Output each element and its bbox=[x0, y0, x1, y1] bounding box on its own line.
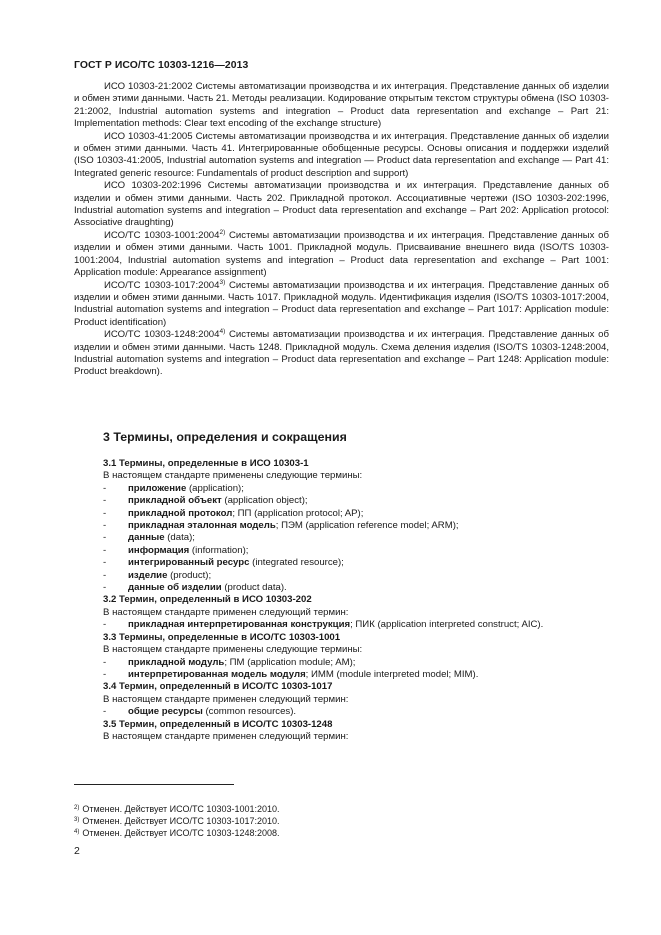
reference-code: ИСО/ТС 10303-1017:2004 bbox=[104, 279, 220, 291]
footnote-text: Отменен. Действует ИСО/ТС 10303-1001:2010. bbox=[82, 804, 280, 814]
term: изделие bbox=[128, 569, 168, 581]
list-dash: - bbox=[103, 544, 107, 556]
list-dash: - bbox=[103, 482, 107, 494]
term: данные bbox=[128, 532, 165, 544]
term-definition: ; ПМ (application module; AM); bbox=[224, 656, 356, 668]
term-definition: ; ПЭМ (application reference model; ARM); bbox=[275, 520, 459, 532]
term: прикладной протокол bbox=[128, 507, 233, 519]
reference-entry: ИСО 10303-202:1996 Системы автоматизации производства и их интеграция. Представление данных об изделии и обмен этими данными. Часть 202. Прикладной протокол. Ассоциативные чертежи (ISO 10303-202:1996, Industrial automation systems and integration – Product data representation and exchange – Part 202: Application protocol: Associative draughting) bbox=[74, 180, 609, 229]
subsection-heading: 3.2 Термин, определенный в ИСО 10303-202 bbox=[103, 594, 312, 606]
list-dash: - bbox=[103, 495, 107, 507]
normative-references bbox=[74, 81, 609, 379]
term-definition: (data); bbox=[164, 532, 195, 544]
footnote bbox=[74, 803, 280, 815]
list-dash: - bbox=[103, 619, 107, 631]
subsection-intro: В настоящем стандарте применен следующий термин: bbox=[103, 693, 349, 705]
subsection-intro: В настоящем стандарте применены следующие термины: bbox=[103, 644, 363, 656]
reference-code: ИСО/ТС 10303-1248:2004 bbox=[104, 329, 220, 341]
term-item bbox=[74, 520, 609, 532]
term-item bbox=[74, 657, 609, 669]
footnote-ref: 2) bbox=[219, 228, 226, 236]
term-item bbox=[74, 545, 609, 557]
terms-section bbox=[74, 458, 609, 743]
subsection-intro: В настоящем стандарте применены следующие термины: bbox=[103, 470, 363, 482]
page-number: 2 bbox=[74, 845, 80, 857]
footnotes bbox=[74, 803, 280, 840]
reference-entry bbox=[74, 329, 609, 379]
term-definition: (application); bbox=[186, 482, 244, 494]
term-definition: ; ПП (application protocol; AP); bbox=[232, 507, 364, 519]
term-definition: ; ИММ (module interpreted model; MIM). bbox=[305, 668, 479, 680]
footnote-mark: 3) bbox=[74, 817, 80, 824]
term: общие ресурсы bbox=[128, 706, 203, 718]
list-dash: - bbox=[103, 532, 107, 544]
reference-code: ИСО/ТС 10303-1001:2004 bbox=[104, 229, 220, 241]
term-definition: (product); bbox=[167, 569, 212, 581]
subsection-intro: В настоящем стандарте применен следующий термин: bbox=[103, 730, 349, 742]
term-item bbox=[74, 582, 609, 594]
list-dash: - bbox=[103, 557, 107, 569]
reference-text: Системы автоматизации производства и их интеграция. Представление данных об изделии и обмен этими данными. Часть 1001. Прикладной модуль. Присваивание внешнего вида (ISO/TS 10303-1001:2004, Industrial automation systems and integration – Product data representation and exchange – Part 1001: Application module: Appearance assignment) bbox=[74, 229, 609, 279]
footnote-ref: 3) bbox=[219, 278, 226, 286]
reference-entry: ИСО 10303-41:2005 Системы автоматизации производства и их интеграция. Представление данных об изделии и обмен этими данными. Часть 41. Интегрированные обобщенные ресурсы. Основы описания и поддержки изделий (ISO 10303-41:2005, Industrial automation systems and integration — Product data representation and exchange — Part 41: Integrated generic resource: Fundamentals of product description and support) bbox=[74, 130, 609, 179]
list-dash: - bbox=[103, 668, 107, 680]
footnote-text: Отменен. Действует ИСО/ТС 10303-1248:2008. bbox=[82, 828, 280, 839]
list-dash: - bbox=[103, 582, 107, 594]
footnote-mark: 4) bbox=[74, 829, 80, 836]
subsection-heading: 3.5 Термин, определенный в ИСО/ТС 10303-1248 bbox=[103, 718, 333, 730]
footnote-separator bbox=[74, 784, 234, 785]
term-definition: (application object); bbox=[221, 495, 308, 507]
term-item bbox=[74, 706, 609, 718]
reference-text: Системы автоматизации производства и их интеграция. Представление данных об изделии и обмен этими данными. Часть 1017. Прикладной модуль. Идентификация изделия (ISO/TS 10303-1017:2004, Industrial automation systems and integration – Product data representation and exchange – Part 1017: Application module: Product identification) bbox=[74, 279, 609, 328]
term-item bbox=[74, 495, 609, 507]
term: прикладной модуль bbox=[128, 656, 225, 668]
term: интегрированный ресурс bbox=[128, 557, 250, 569]
term-item bbox=[74, 669, 609, 681]
term-item bbox=[74, 483, 609, 495]
term-item bbox=[74, 570, 609, 582]
term-item bbox=[74, 508, 609, 520]
reference-entry: ИСО 10303-21:2002 Системы автоматизации производства и их интеграция. Представление данных об изделии и обмен этими данными. Часть 21. Методы реализации. Кодирование открытым текстом структуры обмена (ISO 10303-21:2002, Industrial automation systems and integration – Product data representation and exchange – Part 21: Implementation methods: Clear text encoding of the exchange structure) bbox=[74, 81, 609, 130]
term: прикладной объект bbox=[128, 495, 222, 507]
footnote-mark: 2) bbox=[74, 805, 80, 811]
reference-entry bbox=[74, 280, 609, 330]
list-dash: - bbox=[103, 706, 107, 718]
reference-entry bbox=[74, 230, 609, 280]
term-definition: ; ПИК (application interpreted construct; AIC). bbox=[350, 619, 544, 631]
term: интерпретированная модель модуля bbox=[128, 668, 306, 680]
term-item bbox=[74, 619, 609, 631]
term-item bbox=[74, 557, 609, 569]
footnote-text: Отменен. Действует ИСО/ТС 10303-1017:2010. bbox=[82, 816, 280, 827]
subsection-heading: 3.3 Термины, определенные в ИСО/ТС 10303-1001 bbox=[103, 631, 341, 643]
reference-text: Системы автоматизации производства и их интеграция. Представление данных об изделии и обмен этими данными. Часть 1248. Прикладной модуль. Схема деления изделия (ISO/TS 10303-1248:2004, Industrial automation systems and integration – Product data representation and exchange – Part 1248: Application module: Product breakdown). bbox=[74, 329, 609, 378]
term-definition: (information); bbox=[189, 544, 249, 556]
term-definition: (product data). bbox=[221, 582, 287, 594]
term: приложение bbox=[128, 482, 187, 494]
list-dash: - bbox=[103, 569, 107, 581]
section-title: 3 Термины, определения и сокращения bbox=[103, 430, 347, 444]
list-dash: - bbox=[103, 520, 107, 532]
term: прикладная эталонная модель bbox=[128, 520, 276, 532]
footnote bbox=[74, 815, 280, 827]
term: прикладная интерпретированная конструкция bbox=[128, 619, 351, 631]
subsection-intro: В настоящем стандарте применен следующий термин: bbox=[103, 606, 349, 618]
term: информация bbox=[128, 544, 190, 556]
list-dash: - bbox=[103, 507, 107, 519]
term-item bbox=[74, 532, 609, 544]
term: данные об изделии bbox=[128, 582, 222, 594]
page-header: ГОСТ Р ИСО/ТС 10303-1216—2013 bbox=[74, 60, 249, 71]
footnote-ref: 4) bbox=[219, 328, 226, 336]
term-definition: (integrated resource); bbox=[249, 557, 344, 569]
subsection-heading: 3.1 Термины, определенные в ИСО 10303-1 bbox=[103, 458, 309, 469]
term-definition: (common resources). bbox=[202, 706, 297, 718]
subsection-heading: 3.4 Термин, определенный в ИСО/ТС 10303-1017 bbox=[103, 681, 333, 693]
list-dash: - bbox=[103, 656, 107, 668]
footnote bbox=[74, 827, 280, 839]
